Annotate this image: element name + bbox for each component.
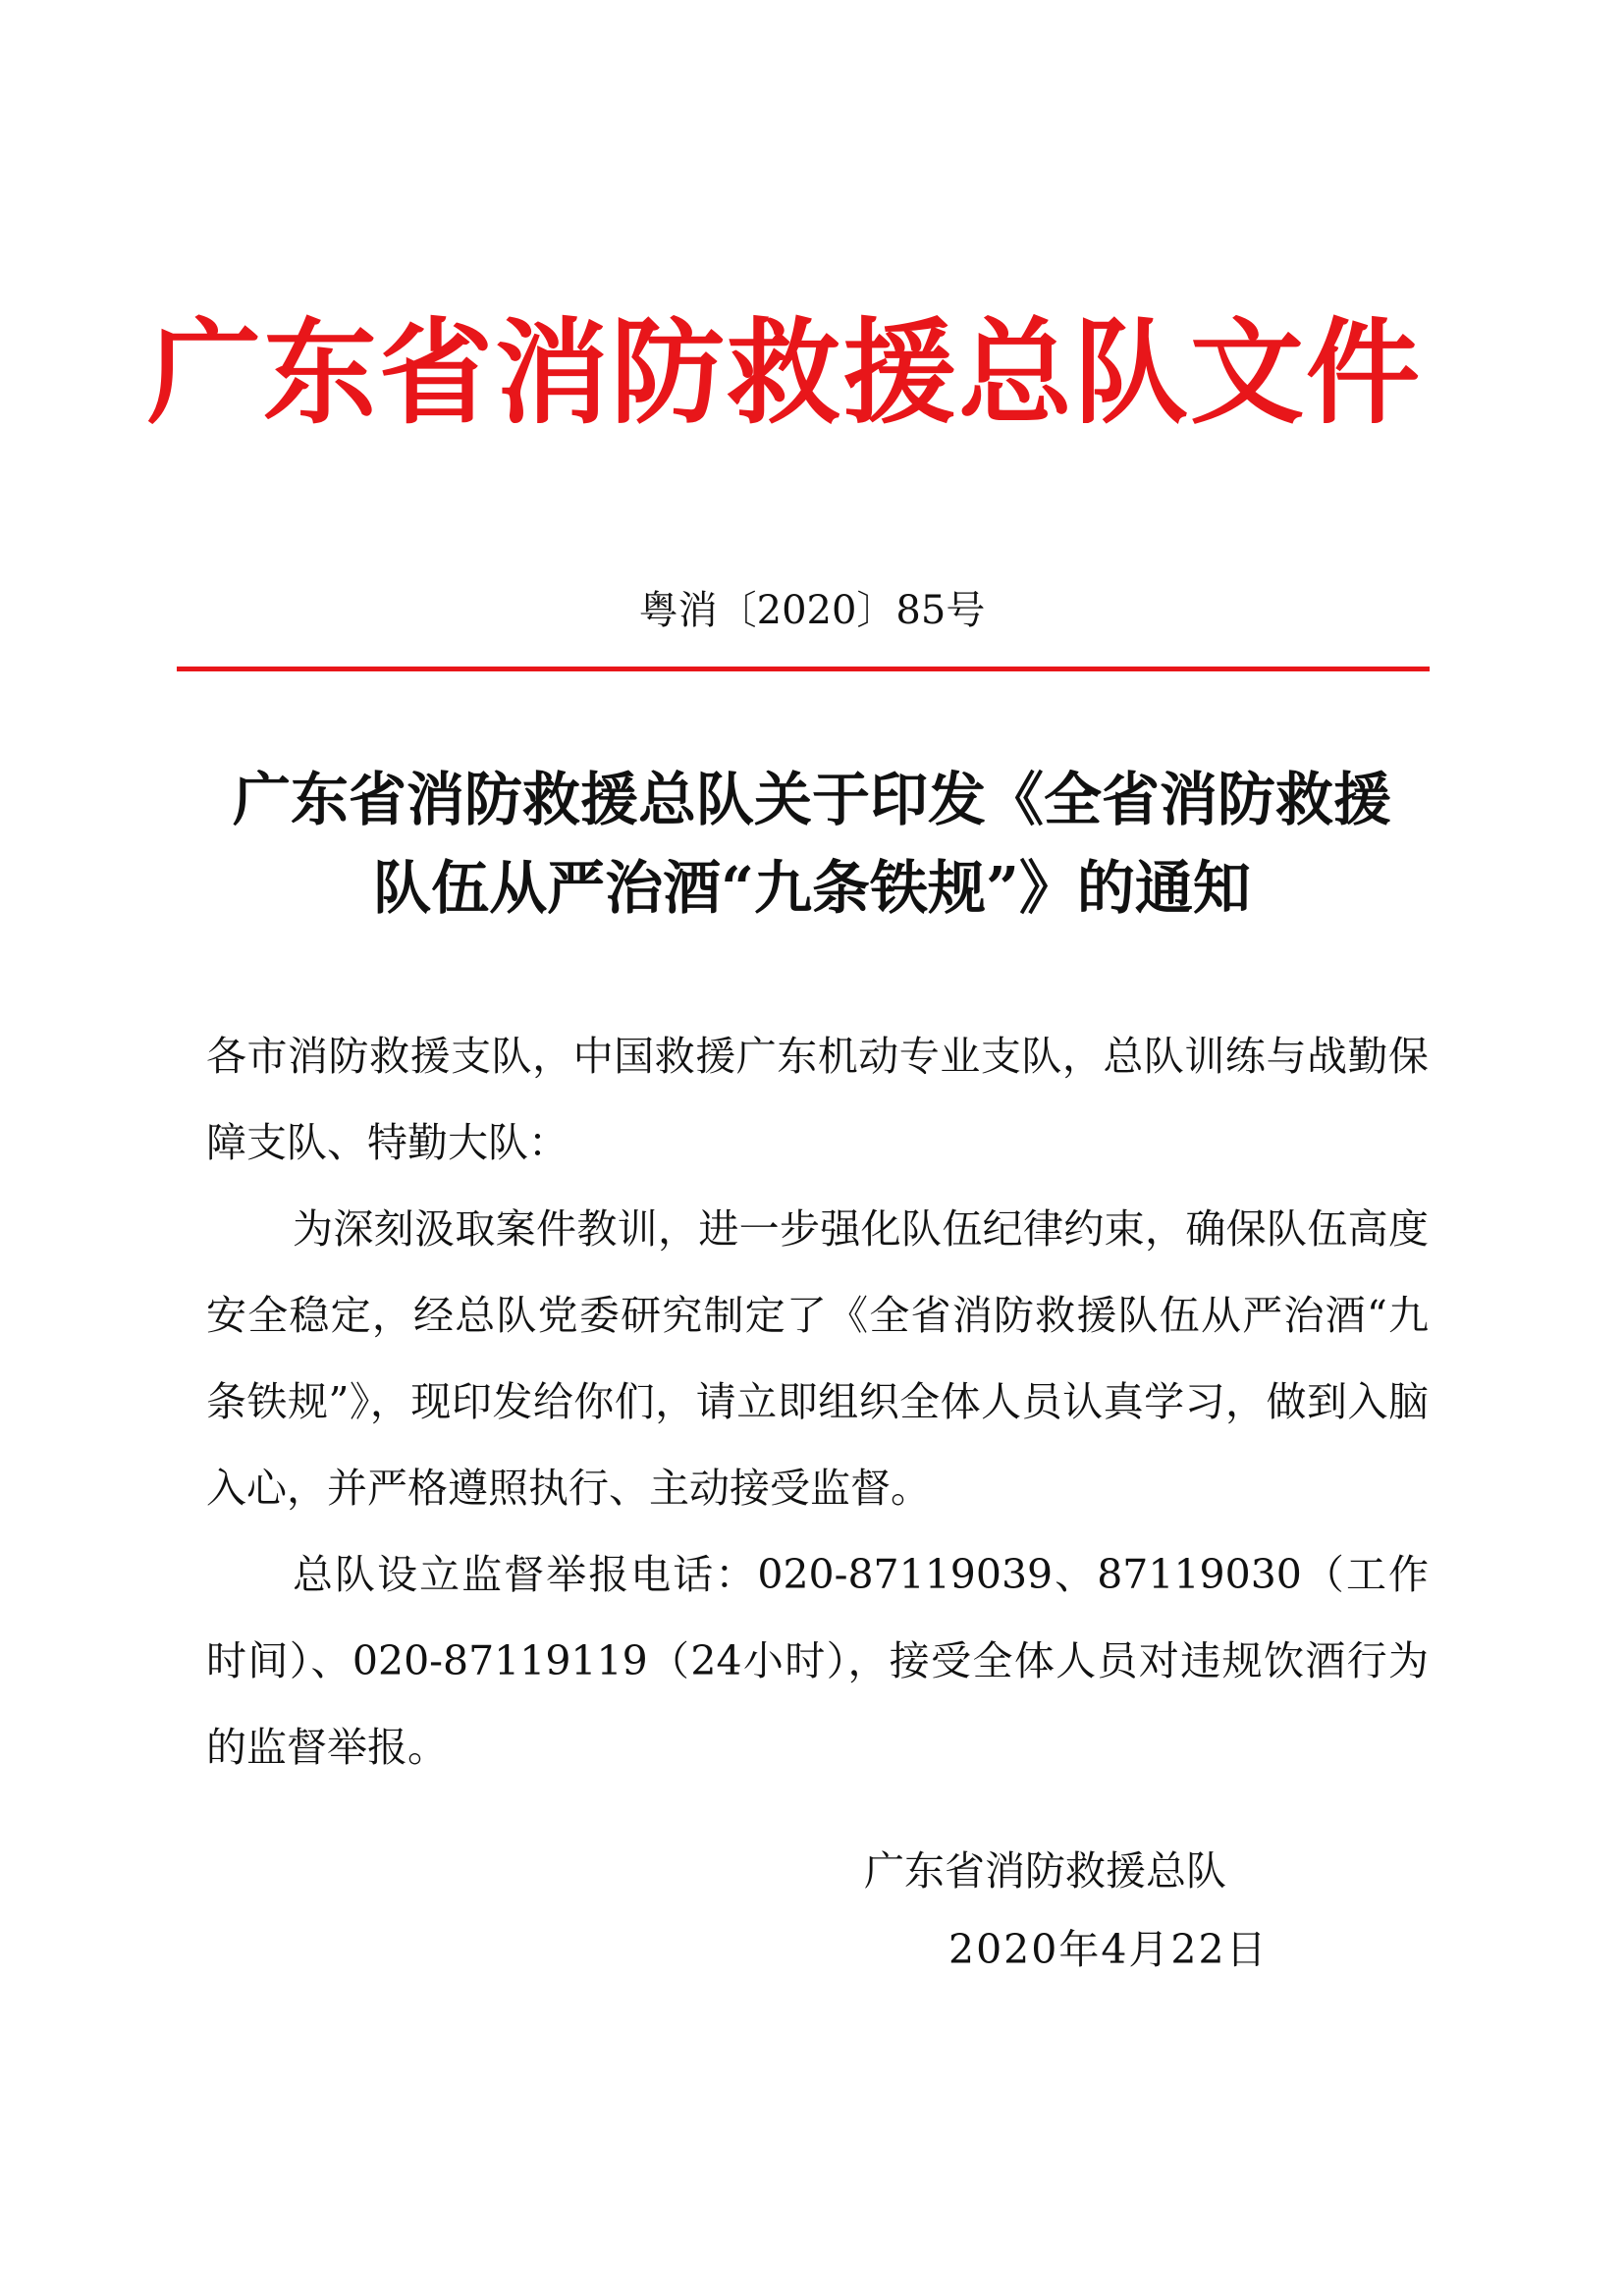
signature-block (864, 1832, 1355, 1989)
signature-organization: 广东省消防救援总队 (864, 1847, 1226, 1895)
notice-title-line-2: 队伍从严治酒“九条铁规”》的通知 (373, 854, 1251, 922)
document-number: 粤消〔2020〕85号 (638, 588, 986, 633)
body-paragraph-2: 总队设立监督举报电话：020-87119039、87119030（工作时间）、020-87119119（24小时），接受全体人员对违规饮酒行为的监督举报。 (206, 1551, 1429, 1771)
red-divider-line (177, 667, 1430, 671)
addressee-paragraph: 各市消防救援支队，中国救援广东机动专业支队，总队训练与战勤保障支队、特勤大队： (206, 1033, 1429, 1166)
document-header-title: 广东省消防救援总队文件 (147, 306, 1422, 440)
notice-body (206, 1013, 1429, 1790)
notice-title (196, 756, 1428, 933)
signature-date: 2020年4月22日 (948, 1926, 1269, 1973)
body-paragraph-1: 为深刻汲取案件教训，进一步强化队伍纪律约束，确保队伍高度安全稳定，经总队党委研究制定了《全省消防救援队伍从严治酒“九条铁规”》，现印发给你们，请立即组织全体人员认真学习，做到入脑入心，并严格遵照执行、主动接受监督。 (206, 1205, 1429, 1512)
notice-title-line-1: 广东省消防救援总队关于印发《全省消防救援 (232, 766, 1391, 833)
